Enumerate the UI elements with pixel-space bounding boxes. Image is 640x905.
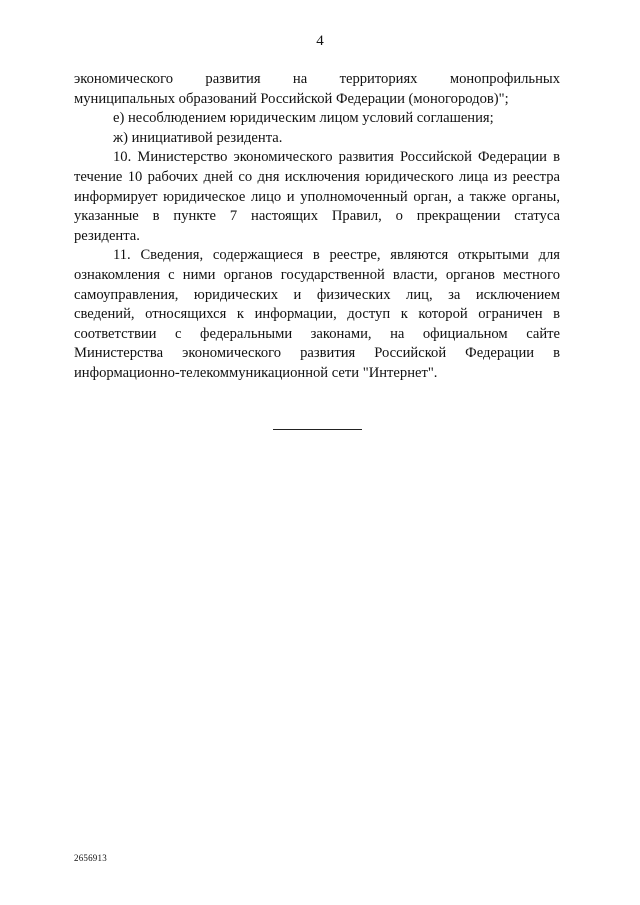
text-line: муниципальных образований Российской Федерации (моногородов)";	[74, 90, 509, 107]
text-line: 10. Министерство экономического развития Российской Федерации в	[113, 149, 560, 166]
text-line: резидента.	[74, 227, 140, 244]
text-line: соответствии с федеральными законами, на официальном сайте	[74, 325, 560, 342]
end-of-text-rule	[273, 429, 362, 430]
text-line: Министерства экономического развития Российской Федерации в	[74, 345, 560, 362]
text-line: информационно-телекоммуникационной сети "Интернет".	[74, 364, 438, 381]
text-line: сведений, относящихся к информации, доступ к которой ограничен в	[74, 306, 560, 323]
text-line: ж) инициативой резидента.	[113, 129, 283, 146]
document-id: 2656913	[74, 853, 107, 863]
text-line: самоуправления, юридических и физических лиц, за исключением	[74, 286, 560, 303]
text-line: экономического развития на территориях монопрофильных	[74, 71, 560, 87]
document-body	[74, 70, 560, 384]
text-line: информирует юридическое лицо и уполномоченный орган, а также органы,	[74, 188, 560, 205]
text-line: указанные в пункте 7 настоящих Правил, о прекращении статуса	[74, 208, 560, 225]
page-number: 4	[316, 33, 324, 49]
text-line: е) несоблюдением юридическим лицом условий соглашения;	[113, 110, 494, 127]
text-line: 11. Сведения, содержащиеся в реестре, являются открытыми для	[113, 247, 560, 264]
text-line: течение 10 рабочих дней со дня исключения юридического лица из реестра	[74, 168, 560, 185]
text-line: ознакомления с ними органов государственной власти, органов местного	[74, 266, 560, 283]
